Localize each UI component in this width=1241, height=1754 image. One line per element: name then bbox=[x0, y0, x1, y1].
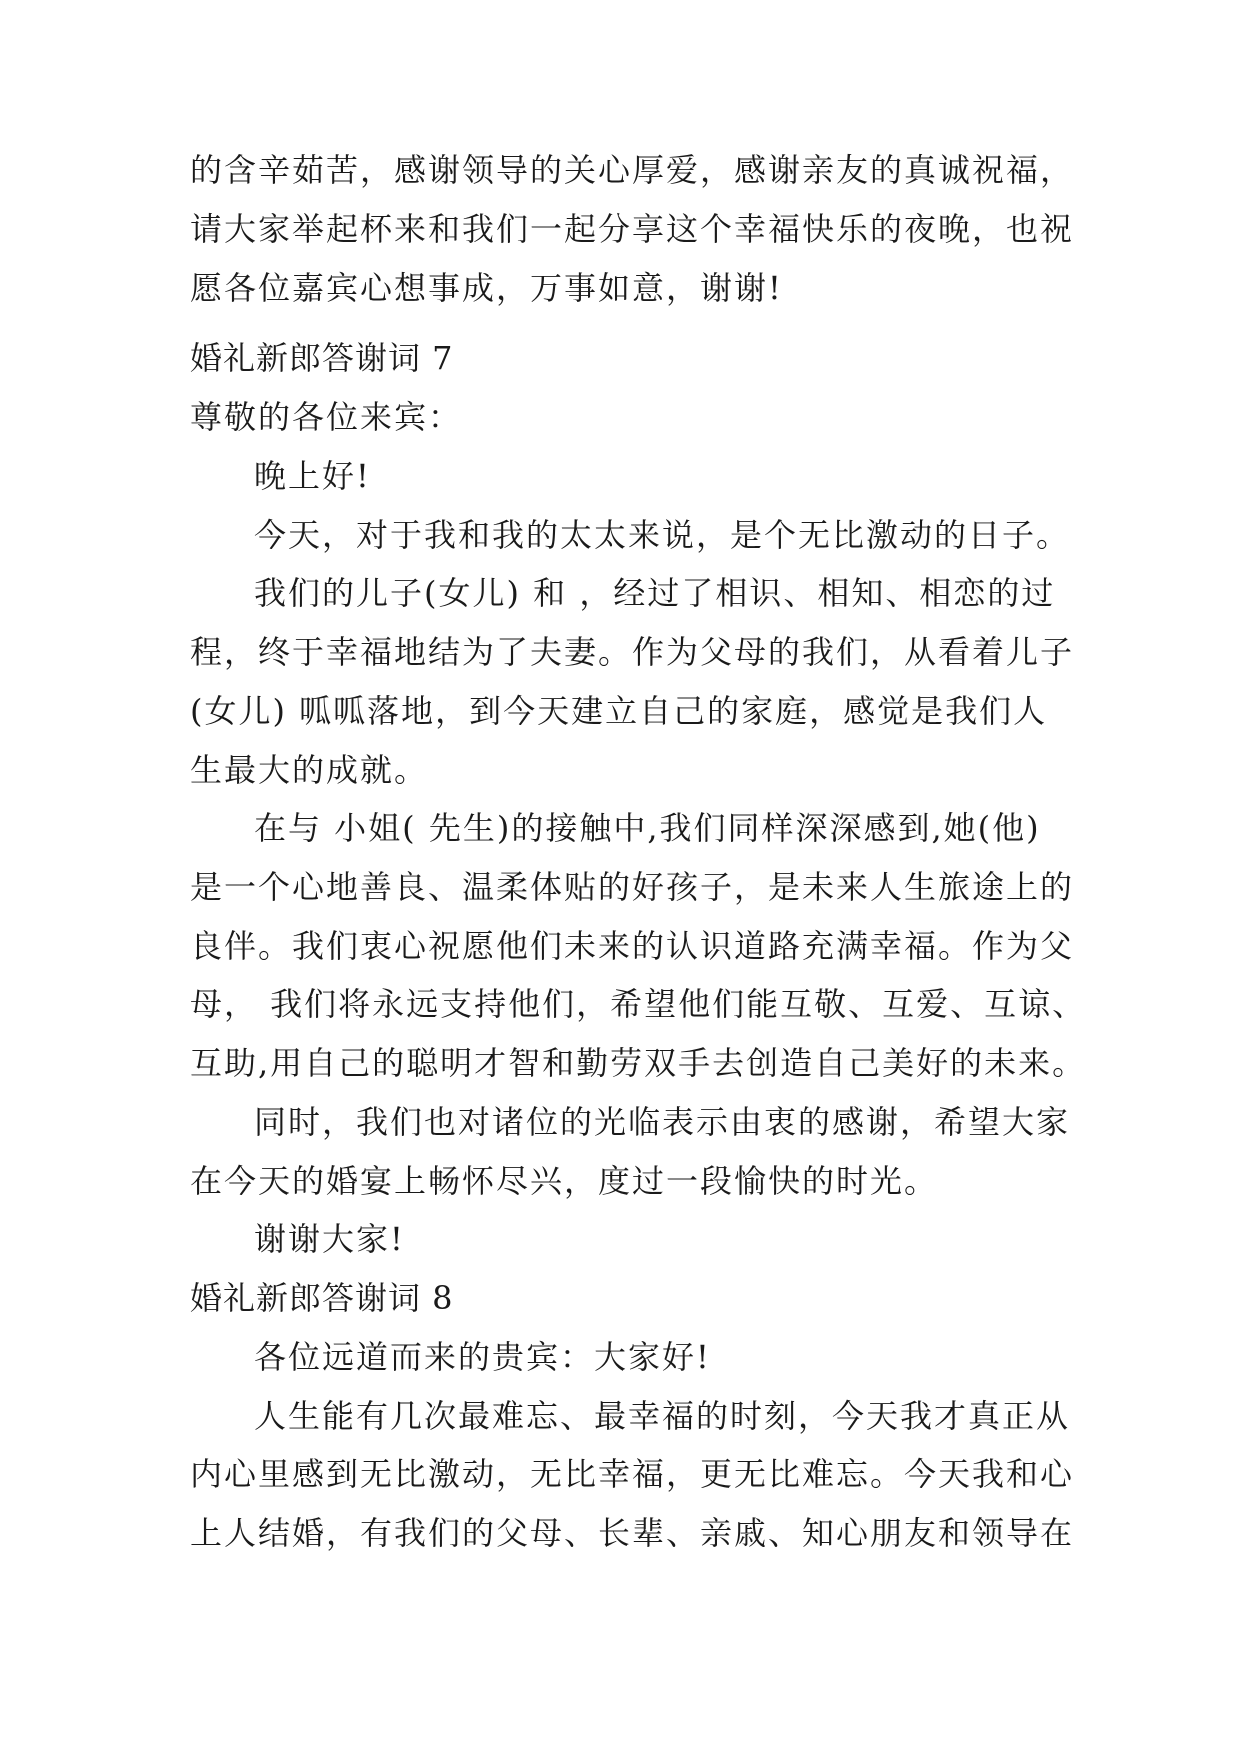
body-line: 人生能有几次最难忘、最幸福的时刻，今天我才真正从 bbox=[254, 1397, 1071, 1435]
body-line: 是一个心地善良、温柔体贴的好孩子，是未来人生旅途上的 bbox=[190, 868, 1075, 906]
body-line: 请大家举起杯来和我们一起分享这个幸福快乐的夜晚，也祝 bbox=[190, 210, 1075, 248]
body-line: 生最大的成就。 bbox=[190, 751, 429, 789]
body-line: 今天，对于我和我的太太来说，是个无比激动的日子。 bbox=[254, 516, 1071, 554]
salutation: 尊敬的各位来宾： bbox=[190, 398, 463, 436]
body-line: 在今天的婚宴上畅怀尽兴，度过一段愉快的时光。 bbox=[190, 1162, 939, 1200]
section-heading: 婚礼新郎答谢词 7 bbox=[190, 339, 454, 377]
greeting-line: 晚上好! bbox=[254, 457, 371, 495]
salutation: 各位远道而来的贵宾：大家好! bbox=[254, 1338, 711, 1376]
body-line: 的含辛茹苦，感谢领导的关心厚爱，感谢亲友的真诚祝福， bbox=[190, 151, 1075, 189]
body-line: 程，终于幸福地结为了夫妻。作为父母的我们，从看着儿子 bbox=[190, 633, 1075, 671]
section-heading: 婚礼新郎答谢词 8 bbox=[190, 1279, 454, 1317]
body-line: 母， 我们将永远支持他们，希望他们能互敬、互爱、互谅、 bbox=[190, 985, 1087, 1023]
body-line: 上人结婚，有我们的父母、长辈、亲戚、知心朋友和领导在 bbox=[190, 1514, 1075, 1552]
closing-line: 谢谢大家! bbox=[254, 1220, 405, 1258]
body-line: 在与 小姐( 先生)的接触中,我们同样深深感到,她(他) bbox=[254, 809, 1041, 847]
body-line: 愿各位嘉宾心想事成，万事如意，谢谢! bbox=[190, 269, 783, 307]
body-line: (女儿) 呱呱落地，到今天建立自己的家庭，感觉是我们人 bbox=[190, 692, 1048, 730]
body-line: 同时，我们也对诸位的光临表示由衷的感谢，希望大家 bbox=[254, 1103, 1071, 1141]
body-line: 我们的儿子(女儿) 和 ，经过了相识、相知、相恋的过 bbox=[254, 574, 1056, 612]
body-line: 内心里感到无比激动，无比幸福，更无比难忘。今天我和心 bbox=[190, 1455, 1075, 1493]
body-line: 互助,用自己的聪明才智和勤劳双手去创造自己美好的未来。 bbox=[190, 1044, 1087, 1082]
body-line: 良伴。我们衷心祝愿他们未来的认识道路充满幸福。作为父 bbox=[190, 927, 1075, 965]
